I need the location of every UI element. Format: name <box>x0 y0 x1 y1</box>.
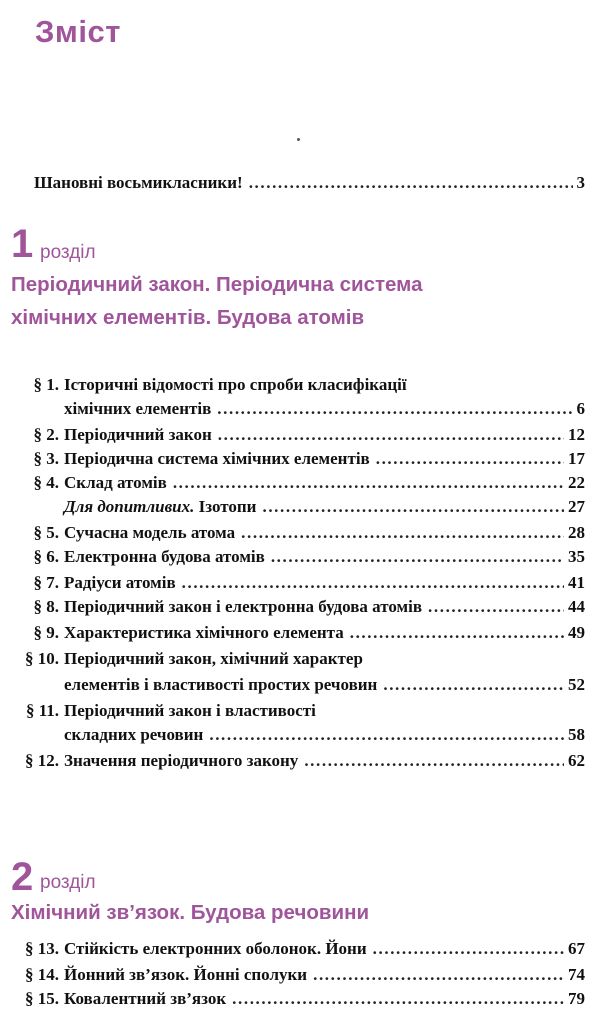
toc-entry-text: складних речовин <box>64 725 204 744</box>
dot-leader <box>249 170 573 196</box>
toc-entry-text: Періодична система хімічних елементів <box>64 449 370 468</box>
toc-page-number: 49 <box>568 623 585 642</box>
toc-page-number: 35 <box>568 547 585 566</box>
chapter-title-line: хімічних елементів. Будова атомів <box>11 306 365 329</box>
dot-leader <box>218 422 564 448</box>
toc-page-number: 12 <box>568 425 585 444</box>
toc-entry-text: Сучасна модель атома <box>64 523 236 542</box>
dot-leader <box>271 544 564 570</box>
dot-leader <box>313 962 564 988</box>
toc-entry-extra[interactable] <box>0 494 600 520</box>
toc-entry[interactable] <box>0 372 600 398</box>
toc-page-number: 17 <box>568 449 585 468</box>
dot-leader <box>428 594 564 620</box>
section-number: § 11. <box>25 701 59 720</box>
toc-entry-text: Характеристика хімічного елемента <box>64 623 344 642</box>
toc-page-number: 22 <box>568 473 585 492</box>
chapter-number: 1 <box>11 222 34 266</box>
toc-entry-text: Радіуси атомів <box>64 573 176 592</box>
toc-entry[interactable] <box>0 986 600 1012</box>
toc-entry[interactable] <box>0 620 600 646</box>
section-number: § 14. <box>25 965 59 984</box>
dot-leader <box>383 672 564 698</box>
dot-leader <box>232 986 564 1012</box>
toc-entry[interactable] <box>0 570 600 596</box>
toc-entry[interactable] <box>0 422 600 448</box>
toc-entry-text: елементів і властивості простих речовин <box>64 675 378 694</box>
toc-entry-text: Періодичний закон і властивості <box>64 701 316 720</box>
chapter-number: 2 <box>11 855 34 899</box>
dot-leader <box>217 396 572 422</box>
section-number: § 4. <box>33 473 59 492</box>
toc-entry-text: Склад атомів <box>64 473 167 492</box>
toc-entry-italic: Для допитливих. <box>64 497 195 516</box>
toc-entry[interactable] <box>0 748 600 774</box>
toc-page-number: 44 <box>568 597 585 616</box>
section-number: § 13. <box>25 939 59 958</box>
toc-entry[interactable] <box>0 446 600 472</box>
section-number: § 5. <box>33 523 59 542</box>
toc-entry[interactable] <box>0 520 600 546</box>
toc-page-number: 62 <box>568 751 585 770</box>
toc-entry-text: Ізотопи <box>198 497 257 516</box>
toc-page-number: 6 <box>576 399 585 418</box>
toc-page-number: 79 <box>568 989 585 1008</box>
section-number: § 10. <box>25 649 59 668</box>
toc-entry-text: Стійкість електронних оболонок. Йони <box>64 939 367 958</box>
toc-entry-text: Йонний зв’язок. Йонні сполуки <box>64 965 308 984</box>
toc-entry[interactable] <box>0 698 600 724</box>
toc-entry-text: Електронна будова атомів <box>64 547 265 566</box>
toc-entry-text: Шановні восьмикласники! <box>34 173 243 192</box>
section-number: § 6. <box>33 547 59 566</box>
dot-leader <box>373 936 564 962</box>
toc-page-number: 58 <box>568 725 585 744</box>
toc-entry-text: Історичні відомості про спроби класифікації <box>64 375 407 394</box>
section-number: § 7. <box>33 573 59 592</box>
page-title: Зміст <box>35 14 121 49</box>
dot-leader <box>376 446 564 472</box>
dot-leader <box>350 620 564 646</box>
section-number: § 8. <box>33 597 59 616</box>
dot-leader <box>209 722 564 748</box>
dot-leader <box>262 494 564 520</box>
toc-entry-text: Ковалентний зв’язок <box>64 989 227 1008</box>
toc-page-number: 74 <box>568 965 585 984</box>
chapter-title-line: Періодичний закон. Періодична система <box>11 273 423 296</box>
toc-entry-text: Періодичний закон, хімічний характер <box>64 649 363 668</box>
toc-entry-text: Значення періодичного закону <box>64 751 299 770</box>
section-number: § 1. <box>33 375 59 394</box>
toc-entry[interactable] <box>0 936 600 962</box>
toc-entry[interactable] <box>0 646 600 672</box>
toc-entry-continuation[interactable] <box>0 396 600 422</box>
toc-entry-continuation[interactable] <box>0 722 600 748</box>
toc-entry[interactable] <box>0 544 600 570</box>
decorative-dot <box>297 138 300 141</box>
chapter-label: розділ <box>40 872 96 893</box>
dot-leader <box>304 748 564 774</box>
toc-entry-text: хімічних елементів <box>64 399 212 418</box>
section-number: § 3. <box>33 449 59 468</box>
chapter-title-line: Хімічний зв’язок. Будова речовини <box>11 901 370 924</box>
toc-page-number: 27 <box>568 497 585 516</box>
section-number: § 2. <box>33 425 59 444</box>
toc-entry[interactable] <box>0 962 600 988</box>
dot-leader <box>241 520 564 546</box>
toc-page-number: 52 <box>568 675 585 694</box>
toc-entry[interactable] <box>0 594 600 620</box>
section-number: § 15. <box>25 989 59 1008</box>
toc-page-number: 67 <box>568 939 585 958</box>
section-number: § 9. <box>33 623 59 642</box>
toc-entry[interactable] <box>0 470 600 496</box>
chapter-label: розділ <box>40 242 96 263</box>
toc-entry-intro[interactable] <box>0 170 600 196</box>
toc-entry-text: Періодичний закон і електронна будова атомів <box>64 597 423 616</box>
toc-page-number: 3 <box>576 173 585 192</box>
section-number: § 12. <box>25 751 59 770</box>
toc-entry-text: Періодичний закон <box>64 425 212 444</box>
dot-leader <box>173 470 564 496</box>
toc-entry-continuation[interactable] <box>0 672 600 698</box>
toc-page-number: 28 <box>568 523 585 542</box>
dot-leader <box>182 570 564 596</box>
toc-page-number: 41 <box>568 573 585 592</box>
